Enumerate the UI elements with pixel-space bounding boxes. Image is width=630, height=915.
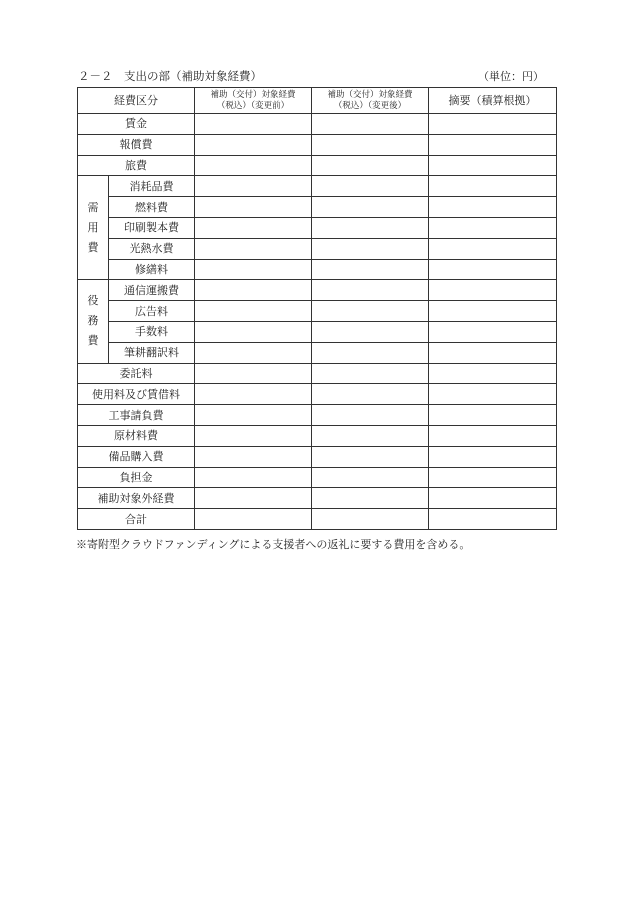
total-row	[78, 509, 557, 530]
summary-cell[interactable]	[429, 509, 557, 530]
table-row	[78, 488, 557, 509]
amount-after-cell[interactable]	[312, 446, 429, 467]
table-row	[78, 363, 557, 384]
amount-after-cell[interactable]	[312, 488, 429, 509]
row-label: 賃金	[78, 114, 195, 135]
summary-cell[interactable]	[429, 217, 557, 238]
row-label: 報償費	[78, 134, 195, 155]
section-title: ２－２ 支出の部（補助対象経費）	[78, 69, 262, 83]
amount-before-cell[interactable]	[195, 259, 312, 280]
header-before-line1: 補助（交付）対象経費	[210, 89, 296, 100]
summary-cell[interactable]	[429, 155, 557, 176]
amount-after-cell[interactable]	[312, 384, 429, 405]
table-row	[78, 405, 557, 426]
total-after-cell[interactable]	[312, 509, 429, 530]
amount-after-cell[interactable]	[312, 176, 429, 197]
group-label-demand	[78, 176, 109, 280]
table-row	[78, 155, 557, 176]
table-row	[78, 446, 557, 467]
amount-before-cell[interactable]	[195, 425, 312, 446]
row-label: 燃料費	[109, 197, 195, 218]
amount-after-cell[interactable]	[312, 425, 429, 446]
row-label: 備品購入費	[78, 446, 195, 467]
amount-before-cell[interactable]	[195, 446, 312, 467]
row-label-total: 合計	[78, 509, 195, 530]
summary-cell[interactable]	[429, 114, 557, 135]
amount-before-cell[interactable]	[195, 342, 312, 363]
table-row	[78, 238, 557, 259]
summary-cell[interactable]	[429, 405, 557, 426]
summary-cell[interactable]	[429, 176, 557, 197]
header-summary: 摘要（積算根拠）	[429, 88, 557, 114]
group-char: 役	[87, 294, 99, 308]
amount-after-cell[interactable]	[312, 280, 429, 301]
amount-before-cell[interactable]	[195, 155, 312, 176]
row-label: 光熱水費	[109, 238, 195, 259]
header-row	[78, 88, 557, 114]
table-row	[78, 321, 557, 342]
summary-cell[interactable]	[429, 342, 557, 363]
table-row	[78, 301, 557, 322]
amount-after-cell[interactable]	[312, 321, 429, 342]
row-label: 使用料及び賃借料	[78, 384, 195, 405]
row-label: 負担金	[78, 467, 195, 488]
amount-after-cell[interactable]	[312, 363, 429, 384]
amount-before-cell[interactable]	[195, 405, 312, 426]
row-label: 消耗品費	[109, 176, 195, 197]
amount-before-cell[interactable]	[195, 301, 312, 322]
table-row	[78, 280, 557, 301]
row-label: 工事請負費	[78, 405, 195, 426]
amount-before-cell[interactable]	[195, 217, 312, 238]
amount-before-cell[interactable]	[195, 488, 312, 509]
amount-before-cell[interactable]	[195, 280, 312, 301]
summary-cell[interactable]	[429, 280, 557, 301]
table-row	[78, 259, 557, 280]
summary-cell[interactable]	[429, 425, 557, 446]
table-row	[78, 342, 557, 363]
header-category: 経費区分	[78, 88, 195, 114]
group-label-service	[78, 280, 109, 363]
row-label: 広告料	[109, 301, 195, 322]
amount-before-cell[interactable]	[195, 384, 312, 405]
row-label: 手数料	[109, 321, 195, 342]
row-label: 旅費	[78, 155, 195, 176]
row-label: 筆耕翻訳料	[109, 342, 195, 363]
amount-before-cell[interactable]	[195, 321, 312, 342]
amount-before-cell[interactable]	[195, 176, 312, 197]
summary-cell[interactable]	[429, 488, 557, 509]
amount-after-cell[interactable]	[312, 197, 429, 218]
unit-label: （単位：円）	[478, 70, 544, 83]
amount-after-cell[interactable]	[312, 467, 429, 488]
table-row	[78, 384, 557, 405]
amount-before-cell[interactable]	[195, 134, 312, 155]
amount-after-cell[interactable]	[312, 405, 429, 426]
table-row	[78, 467, 557, 488]
header-after-line2: （税込）（変更後）	[333, 100, 407, 111]
table-row	[78, 217, 557, 238]
amount-after-cell[interactable]	[312, 342, 429, 363]
table-row	[78, 114, 557, 135]
amount-after-cell[interactable]	[312, 238, 429, 259]
summary-cell[interactable]	[429, 259, 557, 280]
header-after	[312, 88, 429, 114]
row-label: 修繕料	[109, 259, 195, 280]
amount-after-cell[interactable]	[312, 114, 429, 135]
amount-after-cell[interactable]	[312, 259, 429, 280]
amount-after-cell[interactable]	[312, 217, 429, 238]
summary-cell[interactable]	[429, 321, 557, 342]
amount-before-cell[interactable]	[195, 467, 312, 488]
amount-before-cell[interactable]	[195, 238, 312, 259]
table-row	[78, 197, 557, 218]
summary-cell[interactable]	[429, 238, 557, 259]
amount-before-cell[interactable]	[195, 114, 312, 135]
summary-cell[interactable]	[429, 384, 557, 405]
summary-cell[interactable]	[429, 467, 557, 488]
summary-cell[interactable]	[429, 363, 557, 384]
amount-after-cell[interactable]	[312, 134, 429, 155]
amount-before-cell[interactable]	[195, 197, 312, 218]
row-label: 補助対象外経費	[78, 488, 195, 509]
group-char: 費	[87, 240, 99, 254]
amount-after-cell[interactable]	[312, 155, 429, 176]
summary-cell[interactable]	[429, 197, 557, 218]
header-before	[195, 88, 312, 114]
summary-cell[interactable]	[429, 301, 557, 322]
amount-after-cell[interactable]	[312, 301, 429, 322]
row-label: 通信運搬費	[109, 280, 195, 301]
group-char: 務	[87, 314, 99, 328]
expense-table	[77, 87, 557, 530]
footnote: ※寄附型クラウドファンディングによる支援者への返礼に要する費用を含める。	[76, 538, 471, 551]
group-char: 需	[87, 200, 99, 214]
row-label: 原材料費	[78, 425, 195, 446]
table-row	[78, 176, 557, 197]
header-after-line1: 補助（交付）対象経費	[327, 89, 413, 100]
total-before-cell[interactable]	[195, 509, 312, 530]
amount-before-cell[interactable]	[195, 363, 312, 384]
summary-cell[interactable]	[429, 446, 557, 467]
row-label: 委託料	[78, 363, 195, 384]
group-char: 用	[87, 220, 99, 234]
row-label: 印刷製本費	[109, 217, 195, 238]
group-char: 費	[87, 334, 99, 348]
table-row	[78, 134, 557, 155]
header-before-line2: （税込）（変更前）	[216, 100, 290, 111]
table-row	[78, 425, 557, 446]
summary-cell[interactable]	[429, 134, 557, 155]
